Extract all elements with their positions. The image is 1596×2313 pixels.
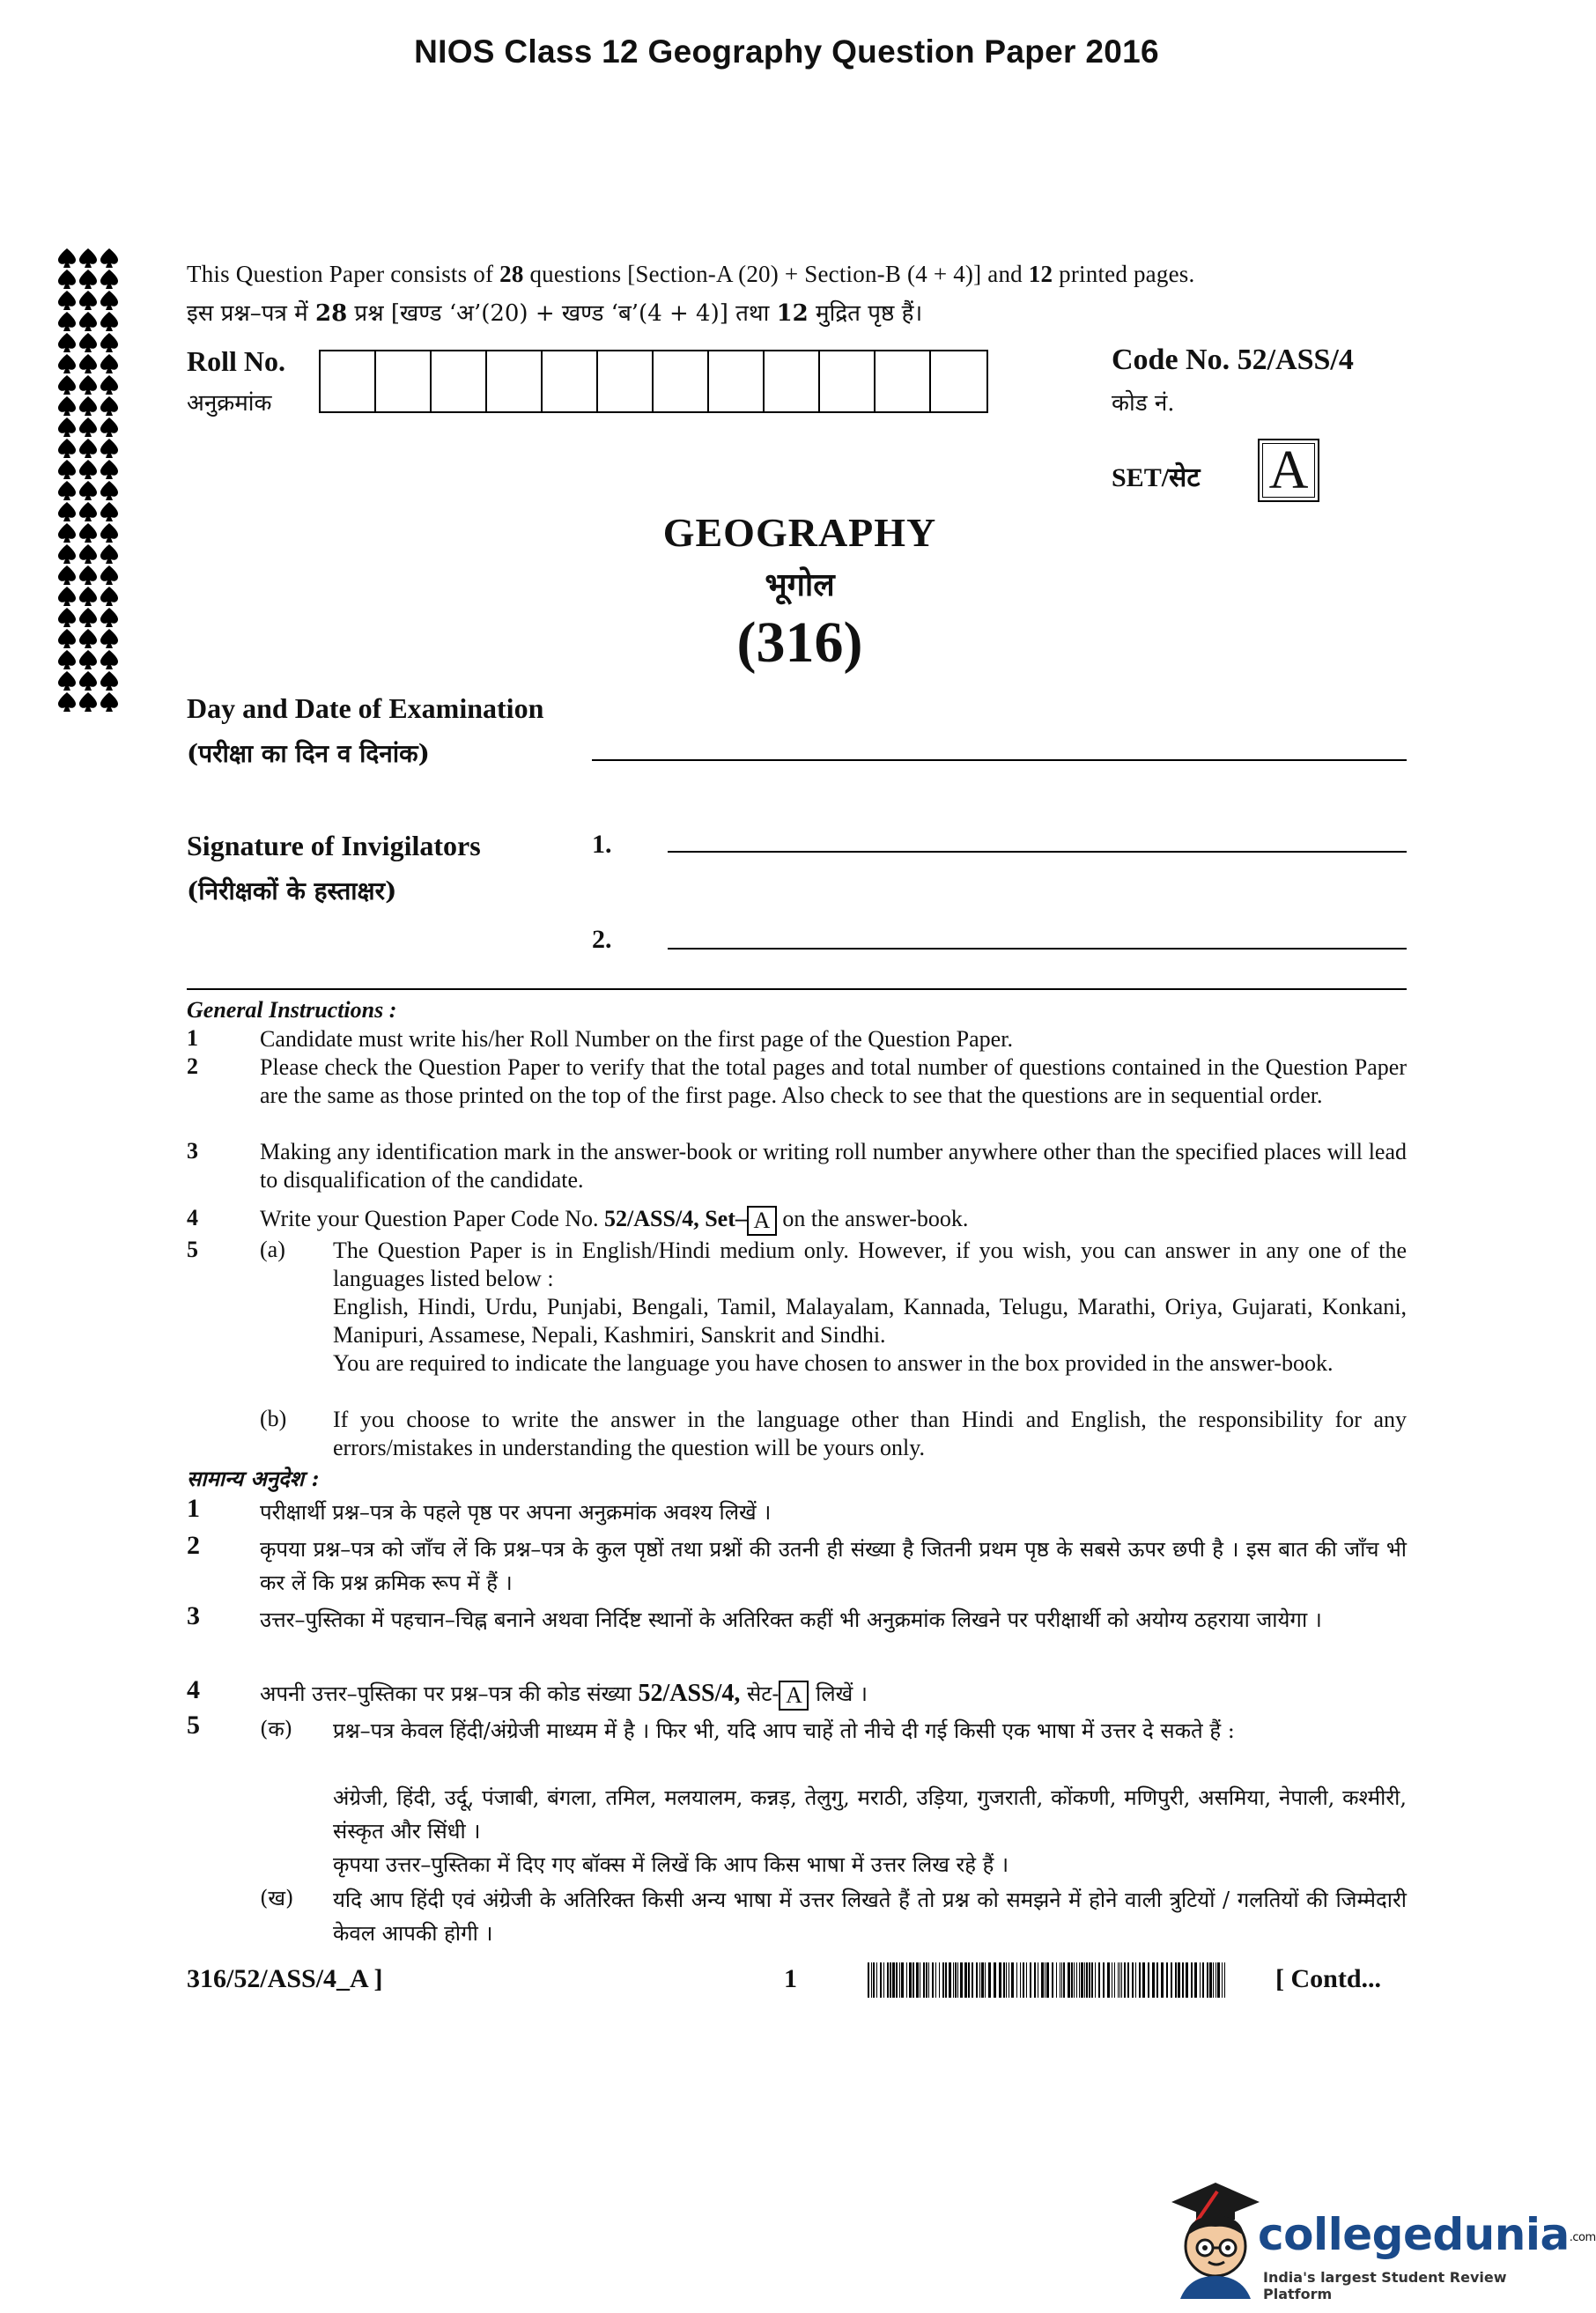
barcode-bar xyxy=(923,1962,925,1998)
code-number: Code No. 52/ASS/4 xyxy=(1112,344,1354,376)
barcode-bar xyxy=(1148,1962,1149,1998)
barcode-bar xyxy=(1161,1962,1164,1998)
barcode-bar xyxy=(1152,1962,1155,1998)
barcode-bar xyxy=(1103,1962,1105,1998)
barcode-bar xyxy=(906,1962,907,1998)
barcode-bar xyxy=(1166,1962,1168,1998)
instruction-number: 3 xyxy=(187,1138,198,1164)
set-ref-box: A xyxy=(779,1681,809,1711)
barcode-bar xyxy=(964,1962,967,1998)
barcode-bar xyxy=(1086,1962,1088,1998)
barcode-bar xyxy=(892,1962,895,1998)
barcode-bar xyxy=(1089,1962,1090,1998)
barcode-bar xyxy=(1071,1962,1073,1998)
roll-digit-cell[interactable] xyxy=(931,351,986,411)
instruction-text-part: on the answer-book. xyxy=(776,1206,969,1231)
instruction-text: Candidate must write his/her Roll Number on the first page of the Question Paper. xyxy=(260,1026,1013,1052)
composition-text: इस प्रश्न–पत्र में xyxy=(187,300,315,327)
page-count: 12 xyxy=(776,300,809,327)
exam-date-label: Day and Date of Examination xyxy=(187,692,544,724)
instruction-text-hi: कृपया प्रश्न–पत्र को जाँच लें कि प्रश्न–पत्र के कुल पृष्ठों तथा प्रश्नों की उतनी ही संख्या है जितनी प्रथम पृष्ठ के सबसे ऊपर छपी है । इस बात की जाँच भी कर लें कि प्रश्न क्रमिक रूप में हैं । xyxy=(260,1537,1407,1595)
section-divider xyxy=(187,988,1407,990)
set-label: SET/सेट xyxy=(1112,463,1201,492)
code-number-label-hi: कोड नं. xyxy=(1112,390,1175,417)
sub-item-text-hi: अंग्रेजी, हिंदी, उर्दू, पंजाबी, बंगला, तमिल, मलयालम, कन्नड़, तेलुगु, मराठी, उड़िया, गुजराती, कोंकणी, मणिपुरी, असमिया, नेपाली, कश्मीरी, संस्कृत और सिंधी । xyxy=(333,1785,1407,1844)
composition-text: प्रश्न [खण्ड ‘अ’(20) + खण्ड ‘ब’(4 + 4)] तथा xyxy=(347,300,777,327)
signature-number-1: 1. xyxy=(592,830,612,859)
instruction-text-part: सेट- xyxy=(740,1681,780,1706)
roll-digit-cell[interactable] xyxy=(376,351,432,411)
barcode-bar xyxy=(880,1962,882,1998)
logo-wordmark xyxy=(1258,2209,1596,2260)
barcode-bar xyxy=(979,1962,980,1998)
barcode-bar xyxy=(899,1962,900,1998)
barcode-bar xyxy=(926,1962,927,1998)
signature-line-2[interactable] xyxy=(668,948,1407,950)
barcode-bar xyxy=(985,1962,986,1998)
barcode-bar xyxy=(1182,1962,1184,1998)
barcode-bar xyxy=(1194,1962,1197,1998)
subject-title-hi: भूगोल xyxy=(765,566,835,603)
sub-item-text: English, Hindi, Urdu, Punjabi, Bengali, Tamil, Malayalam, Kannada, Telugu, Marathi, Oriya, Gujarati, Konkani, Manipuri, Assamese, Nepali, Kashmiri, Sanskrit and Sindhi. xyxy=(333,1294,1407,1348)
signature-line-1[interactable] xyxy=(668,851,1407,853)
instruction-number: 3 xyxy=(187,1601,200,1630)
barcode-bar xyxy=(868,1962,869,1998)
general-instructions-heading: General Instructions : xyxy=(187,997,397,1023)
barcode-bar xyxy=(1186,1962,1188,1998)
logo-tagline: India's largest Student Review Platform xyxy=(1263,2269,1507,2302)
barcode-bar xyxy=(1034,1962,1036,1998)
sub-item-label: (a) xyxy=(260,1237,285,1262)
barcode-bar xyxy=(876,1962,877,1998)
instruction-number: 2 xyxy=(187,1053,198,1079)
barcode-bar xyxy=(1222,1962,1223,1998)
barcode-bar xyxy=(887,1962,889,1998)
barcode-bar xyxy=(932,1962,934,1998)
barcode-bar xyxy=(935,1962,936,1998)
invigilator-signature-label: Signature of Invigilators xyxy=(187,830,481,861)
instruction-number: 2 xyxy=(187,1531,200,1560)
barcode-bar xyxy=(909,1962,912,1998)
instruction-text-part: अपनी उत्तर–पुस्तिका पर प्रश्न–पत्र की कोड संख्या xyxy=(260,1681,639,1706)
barcode-bar xyxy=(968,1962,970,1998)
roll-digit-cell[interactable] xyxy=(543,351,598,411)
set-ref-box: A xyxy=(747,1206,777,1236)
barcode-bar xyxy=(1171,1962,1172,1998)
barcode-bar xyxy=(1079,1962,1080,1998)
instruction-number: 5 xyxy=(187,1711,200,1740)
barcode-bar xyxy=(1118,1962,1119,1998)
barcode-bar xyxy=(1046,1962,1049,1998)
barcode-bar xyxy=(945,1962,947,1998)
paper-code-ref: 52/ASS/4, Set– xyxy=(604,1206,747,1231)
barcode-bar xyxy=(953,1962,954,1998)
barcode-bar xyxy=(1011,1962,1014,1998)
barcode-bar xyxy=(1217,1962,1220,1998)
set-box: A xyxy=(1258,439,1319,502)
barcode-bar xyxy=(1114,1962,1115,1998)
barcode-bar xyxy=(873,1962,875,1998)
barcode-bar xyxy=(955,1962,957,1998)
instruction-text: Making any identification mark in the answer-book or writing roll number anywhere other than the specified places will lead to disqualification of the candidate. xyxy=(260,1139,1407,1193)
barcode-bar xyxy=(1191,1962,1193,1998)
barcode-bar xyxy=(988,1962,991,1998)
instruction-number: 4 xyxy=(187,1205,198,1230)
barcode-bar xyxy=(1052,1962,1053,1998)
roll-digit-cell[interactable] xyxy=(765,351,820,411)
barcode-bar xyxy=(1084,1962,1085,1998)
page-number: 1 xyxy=(784,1964,797,1993)
barcode-bar xyxy=(1207,1962,1208,1998)
roll-digit-cell[interactable] xyxy=(876,351,931,411)
barcode-bar xyxy=(981,1962,984,1998)
barcode-bar xyxy=(1074,1962,1075,1998)
barcode-bar xyxy=(1098,1962,1100,1998)
collegedunia-logo xyxy=(1154,2167,1596,2302)
barcode-bar xyxy=(942,1962,944,1998)
barcode-bar xyxy=(1178,1962,1180,1998)
barcode-bar xyxy=(901,1962,904,1998)
composition-text: मुद्रित पृष्ठ हैं। xyxy=(808,300,923,327)
barcode-bar xyxy=(1132,1962,1134,1998)
barcode-bar xyxy=(957,1962,958,1998)
instruction-text-hi: परीक्षार्थी प्रश्न–पत्र के पहले पृष्ठ पर अपना अनुक्रमांक अवश्य लिखें । xyxy=(260,1500,772,1525)
barcode-bar xyxy=(1061,1962,1062,1998)
subject-code: (316) xyxy=(736,610,863,675)
question-count: 28 xyxy=(314,300,348,327)
barcode-bar xyxy=(1142,1962,1145,1998)
barcode-bar xyxy=(890,1962,891,1998)
barcode-bar xyxy=(976,1962,978,1998)
instruction-number: 5 xyxy=(187,1237,198,1262)
instruction-text xyxy=(260,1205,1407,1236)
instruction-number: 1 xyxy=(187,1494,200,1523)
page-count: 12 xyxy=(1028,261,1053,287)
barcode-bar xyxy=(994,1962,996,1998)
barcode-bar xyxy=(1175,1962,1177,1998)
barcode-bar xyxy=(1156,1962,1158,1998)
paper-composition-hi xyxy=(187,296,1411,328)
barcode-bar xyxy=(1030,1962,1031,1998)
sub-item-text: You are required to indicate the language you have chosen to answer in the box provided in the answer-book. xyxy=(333,1350,1334,1376)
barcode-bar xyxy=(1209,1962,1212,1998)
paper-code-ref: 52/ASS/4, xyxy=(638,1680,741,1707)
roll-number-label-hi: अनुक्रमांक xyxy=(187,390,272,417)
barcode-bar xyxy=(1020,1962,1021,1998)
barcode-bar xyxy=(1068,1962,1070,1998)
barcode-bar xyxy=(1107,1962,1110,1998)
barcode-bar xyxy=(1200,1962,1201,1998)
roll-digit-cell[interactable] xyxy=(709,351,765,411)
roll-digit-cell[interactable] xyxy=(598,351,654,411)
roll-number-label: Roll No. xyxy=(187,345,285,377)
barcode-bar xyxy=(1063,1962,1065,1998)
sub-item-label: (b) xyxy=(260,1406,287,1431)
roll-digit-cell[interactable] xyxy=(487,351,543,411)
roll-digit-cell[interactable] xyxy=(432,351,487,411)
sub-item-text-hi: यदि आप हिंदी एवं अंग्रेजी के अतिरिक्त किसी अन्य भाषा में उत्तर लिखते हैं तो प्रश्न को समझने में होने वाली त्रुटियों / गलतियों की जिम्मेदारी केवल आपकी होगी । xyxy=(333,1888,1407,1946)
sub-item-text-hi: कृपया उत्तर–पुस्तिका में दिए गए बॉक्स में लिखें कि आप किस भाषा में उत्तर लिख रहे हैं । xyxy=(333,1852,1009,1877)
barcode-bar xyxy=(1127,1962,1129,1998)
barcode-bar xyxy=(1026,1962,1027,1998)
barcode-bar xyxy=(1139,1962,1141,1998)
barcode-bar xyxy=(960,1962,963,1998)
barcode-bar xyxy=(916,1962,919,1998)
signature-number-2: 2. xyxy=(592,925,612,954)
barcode xyxy=(868,1962,1229,1998)
barcode-bar xyxy=(1119,1962,1120,1998)
barcode-bar xyxy=(972,1962,973,1998)
instruction-text-part: Write your Question Paper Code No. xyxy=(260,1206,605,1231)
invigilator-signature-label-hi: (निरीक्षकों के हस्ताक्षर) xyxy=(187,876,397,905)
question-count: 28 xyxy=(499,261,524,287)
barcode-bar xyxy=(1076,1962,1077,1998)
composition-text: This Question Paper consists of xyxy=(187,261,500,287)
sub-item-label: (क) xyxy=(260,1717,293,1741)
instruction-number: 1 xyxy=(187,1025,198,1051)
sub-item-text-hi: प्रश्न–पत्र केवल हिंदी/अंग्रेजी माध्यम में है । फिर भी, यदि आप चाहें तो नीचे दी गई किसी एक भाषा में उत्तर दे सकते हैं : xyxy=(333,1718,1235,1743)
barcode-bar xyxy=(913,1962,914,1998)
barcode-bar xyxy=(871,1962,872,1998)
barcode-bar xyxy=(1213,1962,1214,1998)
exam-date-line[interactable] xyxy=(592,759,1407,761)
barcode-bar xyxy=(1081,1962,1083,1998)
instruction-text-part: लिखें । xyxy=(809,1681,868,1706)
barcode-bar xyxy=(939,1962,940,1998)
barcode-bar xyxy=(1023,1962,1024,1998)
barcode-bar xyxy=(949,1962,951,1998)
roll-digit-cell[interactable] xyxy=(321,351,376,411)
barcode-bar xyxy=(1003,1962,1005,1998)
sub-item-text: If you choose to write the answer in the language other than Hindi and English, the responsibility for any errors/mistakes in understanding the question will be yours only. xyxy=(333,1407,1407,1460)
instruction-text-hi xyxy=(260,1677,1407,1711)
paper-composition-en xyxy=(187,261,1411,288)
barcode-bar xyxy=(1224,1962,1225,1998)
exam-date-label-hi: (परीक्षा का दिन व दिनांक) xyxy=(187,739,430,768)
barcode-bar xyxy=(1095,1962,1096,1998)
logo-suffix: .com xyxy=(1569,2231,1596,2244)
barcode-bar xyxy=(1215,1962,1216,1998)
logo-name: collegedunia xyxy=(1258,2209,1570,2260)
general-instructions-heading-hi: सामान्य अनुदेश : xyxy=(187,1466,320,1491)
mascot-icon xyxy=(1154,2167,1260,2299)
composition-text: questions [Section-A (20) + Section-B (4 + 4)] and xyxy=(523,261,1029,287)
roll-digit-cell[interactable] xyxy=(654,351,709,411)
page-banner-title: NIOS Class 12 Geography Question Paper 2016 xyxy=(414,33,1159,70)
paper-id-footer: 316/52/ASS/4_A ] xyxy=(187,1964,383,1993)
instruction-text-hi: उत्तर–पुस्तिका में पहचान–चिह्न बनाने अथवा निर्दिष्ट स्थानों के अतिरिक्त कहीं भी अनुक्रमांक लिखने पर परीक्षार्थी को अयोग्य ठहराया जायेगा । xyxy=(260,1607,1322,1632)
roll-number-boxes[interactable] xyxy=(319,350,988,413)
continued-marker: [ Contd... xyxy=(1275,1964,1382,1993)
barcode-bar xyxy=(1041,1962,1044,1998)
composition-text: printed pages. xyxy=(1053,261,1195,287)
barcode-bar xyxy=(1124,1962,1126,1998)
barcode-bar xyxy=(896,1962,898,1998)
roll-digit-cell[interactable] xyxy=(820,351,876,411)
barcode-bar xyxy=(1045,1962,1046,1998)
barcode-bar xyxy=(1056,1962,1057,1998)
instruction-text: Please check the Question Paper to verify that the total pages and total number of questions contained in the Question Paper are the same as those printed on the top of the first page. Also check to see that the questions are in sequential order. xyxy=(260,1054,1407,1108)
barcode-bar xyxy=(883,1962,884,1998)
barcode-bar xyxy=(1135,1962,1136,1998)
barcode-bar xyxy=(1016,1962,1017,1998)
barcode-bar xyxy=(999,1962,1001,1998)
barcode-bar xyxy=(1091,1962,1093,1998)
barcode-bar xyxy=(928,1962,929,1998)
instruction-number: 4 xyxy=(187,1675,200,1704)
subject-title: GEOGRAPHY xyxy=(662,510,937,555)
sub-item-text: The Question Paper is in English/Hindi medium only. However, if you wish, you can answer in any one of the languages listed below : xyxy=(333,1238,1407,1291)
barcode-bar xyxy=(1006,1962,1007,1998)
barcode-bar xyxy=(1121,1962,1122,1998)
barcode-bar xyxy=(1202,1962,1204,1998)
sub-item-label: (ख) xyxy=(260,1886,294,1910)
